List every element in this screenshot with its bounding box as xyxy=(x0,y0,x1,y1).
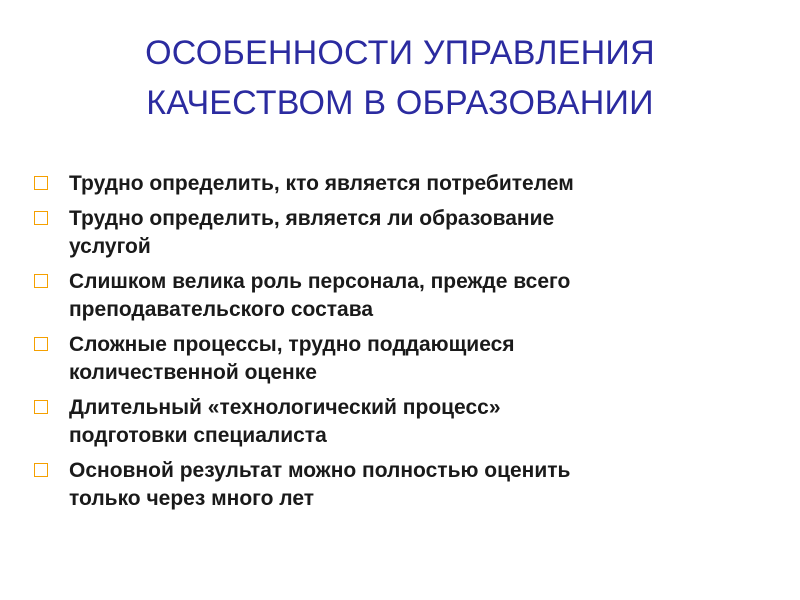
bullet-text-line: Трудно определить, кто является потребителем xyxy=(69,172,574,195)
bullet-text-line: подготовки специалиста xyxy=(69,424,327,447)
slide-title xyxy=(60,28,740,128)
title-line-1: ОСОБЕННОСТИ УПРАВЛЕНИЯ xyxy=(145,34,655,72)
bullet-item xyxy=(32,457,752,513)
bullet-list xyxy=(32,170,752,520)
bullet-text-line: Длительный «технологический процесс» xyxy=(69,396,501,419)
hollow-square-bullet-icon xyxy=(34,463,48,477)
bullet-item xyxy=(32,394,752,450)
hollow-square-bullet-icon xyxy=(34,274,48,288)
bullet-text-line: количественной оценке xyxy=(69,361,317,384)
bullet-text-line: только через много лет xyxy=(69,487,315,510)
hollow-square-bullet-icon xyxy=(34,176,48,190)
bullet-text-line: преподавательского состава xyxy=(69,298,374,321)
hollow-square-bullet-icon xyxy=(34,211,48,225)
title-line-2: КАЧЕСТВОМ В ОБРАЗОВАНИИ xyxy=(146,84,654,122)
bullet-text-line: Слишком велика роль персонала, прежде всего xyxy=(69,270,571,293)
bullet-text-line: Основной результат можно полностью оценить xyxy=(69,459,571,482)
hollow-square-bullet-icon xyxy=(34,400,48,414)
bullet-text-line: Сложные процессы, трудно поддающиеся xyxy=(69,333,515,356)
bullet-item xyxy=(32,205,752,261)
bullet-text-line: Трудно определить, является ли образование xyxy=(69,207,555,230)
bullet-item xyxy=(32,170,752,198)
bullet-text-line: услугой xyxy=(69,235,151,258)
hollow-square-bullet-icon xyxy=(34,337,48,351)
bullet-item xyxy=(32,268,752,324)
bullet-item xyxy=(32,331,752,387)
